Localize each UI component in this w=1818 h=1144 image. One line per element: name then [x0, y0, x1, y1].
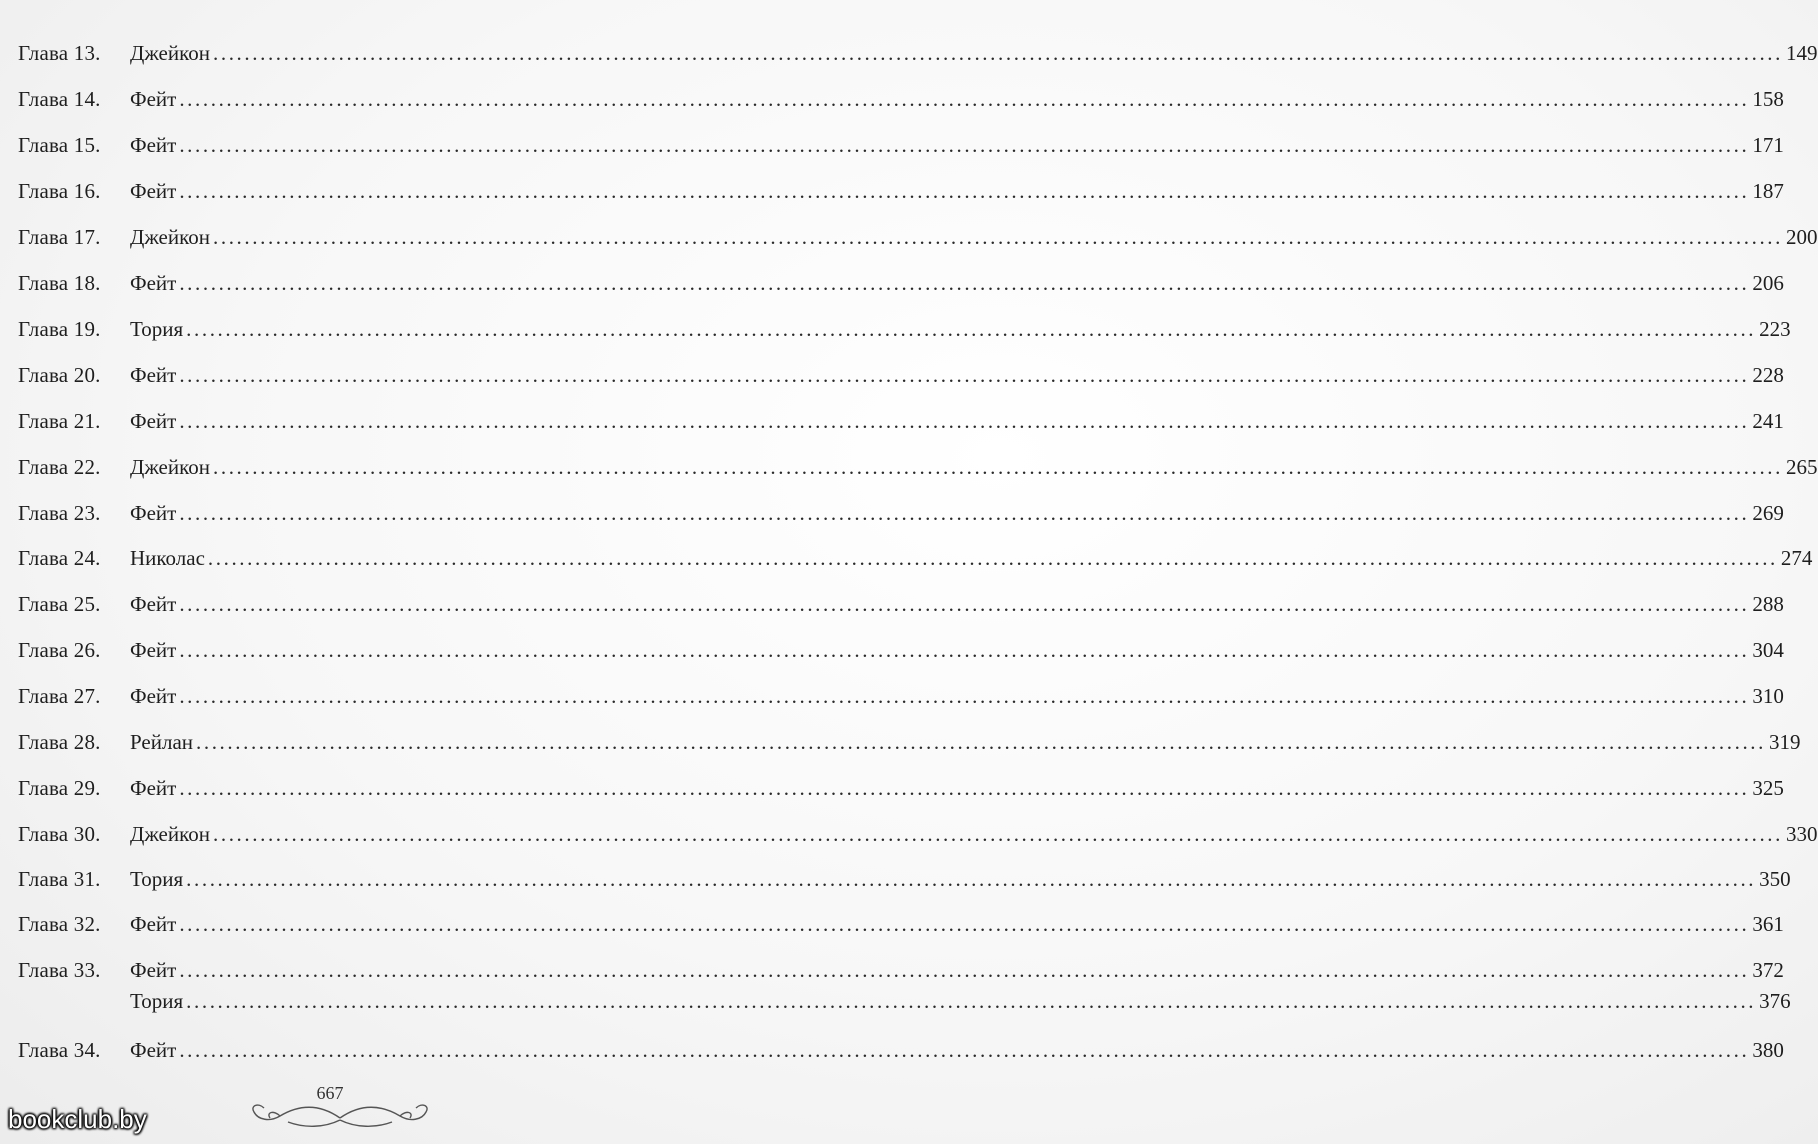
chapter-label: Глава 32.	[18, 912, 101, 936]
chapter-page-number: 265	[1786, 455, 1818, 479]
chapter-title: Фейт	[130, 501, 177, 525]
chapter-title: Фейт	[130, 409, 177, 433]
chapter-page-number: 325	[1752, 776, 1784, 800]
toc-entry	[18, 989, 1791, 1019]
chapter-page-number: 187	[1752, 179, 1784, 203]
toc-entry	[18, 592, 1784, 622]
dot-leader: ........................................................................................................................................................................................................	[186, 317, 1757, 341]
chapter-page-number: 319	[1769, 730, 1801, 754]
chapter-label: Глава 22.	[18, 455, 101, 479]
chapter-title: Фейт	[130, 684, 177, 708]
dot-leader: ........................................................................................................................................................................................................	[213, 455, 1783, 479]
toc-entry	[18, 317, 1791, 347]
chapter-page-number: 171	[1752, 133, 1784, 157]
chapter-label: Глава 15.	[18, 133, 101, 157]
chapter-page-number: 372	[1752, 958, 1784, 982]
chapter-title: Фейт	[130, 958, 177, 982]
dot-leader: ........................................................................................................................................................................................................	[179, 409, 1750, 433]
chapter-page-number: 288	[1752, 592, 1784, 616]
chapter-label: Глава 23.	[18, 501, 101, 525]
toc-entry	[18, 684, 1784, 714]
chapter-title: Джейкон	[130, 455, 210, 479]
chapter-title: Фейт	[130, 776, 177, 800]
watermark-text: bookclub.by	[8, 1104, 147, 1134]
chapter-page-number: 330	[1786, 822, 1818, 846]
chapter-title: Тория	[130, 989, 184, 1013]
chapter-label: Глава 19.	[18, 317, 101, 341]
chapter-title: Фейт	[130, 1038, 177, 1062]
chapter-label: Глава 33.	[18, 958, 101, 982]
toc-entry	[18, 363, 1784, 393]
toc-entry	[18, 271, 1784, 301]
toc-entry	[18, 1038, 1784, 1068]
chapter-title: Фейт	[130, 592, 177, 616]
toc-entry	[18, 225, 1818, 255]
chapter-label: Глава 34.	[18, 1038, 101, 1062]
chapter-label: Глава 20.	[18, 363, 101, 387]
chapter-title: Рейлан	[130, 730, 193, 754]
toc-entry	[18, 958, 1784, 988]
chapter-title: Фейт	[130, 133, 177, 157]
chapter-page-number: 149	[1786, 41, 1818, 65]
toc-entry	[18, 546, 1813, 576]
dot-leader: ........................................................................................................................................................................................................	[179, 501, 1750, 525]
toc-entry	[18, 867, 1791, 897]
chapter-page-number: 206	[1752, 271, 1784, 295]
toc-entry	[18, 133, 1784, 163]
chapter-label: Глава 13.	[18, 41, 101, 65]
dot-leader: ........................................................................................................................................................................................................	[179, 179, 1750, 203]
chapter-title: Джейкон	[130, 41, 210, 65]
chapter-label: Глава 24.	[18, 546, 101, 570]
chapter-label: Глава 16.	[18, 179, 101, 203]
toc-entry	[18, 730, 1801, 760]
dot-leader: ........................................................................................................................................................................................................	[179, 912, 1750, 936]
toc-entry	[18, 822, 1818, 852]
chapter-page-number: 223	[1759, 317, 1791, 341]
toc-entry	[18, 455, 1818, 485]
chapter-label: Глава 25.	[18, 592, 101, 616]
chapter-label: Глава 27.	[18, 684, 101, 708]
chapter-page-number: 274	[1780, 546, 1813, 570]
chapter-page-number: 350	[1759, 867, 1791, 891]
toc-entry	[18, 41, 1818, 71]
toc-entry	[18, 179, 1784, 209]
chapter-title: Николас	[130, 546, 205, 570]
dot-leader: ........................................................................................................................................................................................................	[179, 958, 1750, 982]
dot-leader: ........................................................................................................................................................................................................	[207, 546, 1778, 570]
chapter-page-number: 361	[1752, 912, 1784, 936]
toc-entry	[18, 638, 1784, 668]
dot-leader: ........................................................................................................................................................................................................	[179, 638, 1750, 662]
page-number: 667	[316, 1083, 344, 1103]
toc-entry	[18, 776, 1784, 806]
chapter-page-number: 310	[1752, 684, 1784, 708]
dot-leader: ........................................................................................................................................................................................................	[186, 867, 1757, 891]
toc-entry	[18, 501, 1784, 531]
chapter-title: Фейт	[130, 363, 177, 387]
chapter-title: Джейкон	[130, 822, 210, 846]
chapter-page-number: 158	[1752, 87, 1784, 111]
chapter-page-number: 228	[1752, 363, 1784, 387]
dot-leader: ........................................................................................................................................................................................................	[213, 225, 1783, 249]
dot-leader: ........................................................................................................................................................................................................	[179, 1038, 1750, 1062]
chapter-title: Джейкон	[130, 225, 210, 249]
dot-leader: ........................................................................................................................................................................................................	[179, 133, 1750, 157]
page-footer	[0, 1080, 700, 1144]
chapter-page-number: 269	[1752, 501, 1784, 525]
chapter-page-number: 304	[1752, 638, 1784, 662]
chapter-title: Тория	[130, 317, 184, 341]
chapter-label: Глава 31.	[18, 867, 101, 891]
dot-leader: ........................................................................................................................................................................................................	[179, 592, 1750, 616]
chapter-label: Глава 17.	[18, 225, 101, 249]
chapter-page-number: 200	[1786, 225, 1818, 249]
chapter-label: Глава 14.	[18, 87, 101, 111]
chapter-title: Фейт	[130, 912, 177, 936]
chapter-page-number: 380	[1752, 1038, 1784, 1062]
dot-leader: ........................................................................................................................................................................................................	[213, 822, 1783, 846]
dot-leader: ........................................................................................................................................................................................................	[179, 776, 1750, 800]
chapter-label: Глава 21.	[18, 409, 101, 433]
dot-leader: ........................................................................................................................................................................................................	[186, 989, 1757, 1013]
dot-leader: ........................................................................................................................................................................................................	[179, 363, 1750, 387]
chapter-title: Фейт	[130, 179, 177, 203]
dot-leader: ........................................................................................................................................................................................................	[196, 730, 1766, 754]
dot-leader: ........................................................................................................................................................................................................	[179, 87, 1750, 111]
chapter-title: Фейт	[130, 638, 177, 662]
chapter-label: Глава 30.	[18, 822, 101, 846]
chapter-label: Глава 26.	[18, 638, 101, 662]
chapter-page-number: 241	[1752, 409, 1784, 433]
chapter-page-number: 376	[1759, 989, 1791, 1013]
toc-entry	[18, 87, 1784, 117]
chapter-label: Глава 18.	[18, 271, 101, 295]
chapter-title: Фейт	[130, 87, 177, 111]
toc-entry	[18, 409, 1784, 439]
dot-leader: ........................................................................................................................................................................................................	[213, 41, 1783, 65]
flourish-ornament	[240, 1096, 440, 1136]
dot-leader: ........................................................................................................................................................................................................	[179, 684, 1750, 708]
dot-leader: ........................................................................................................................................................................................................	[179, 271, 1750, 295]
chapter-label: Глава 29.	[18, 776, 101, 800]
toc-entry	[18, 912, 1784, 942]
chapter-title: Тория	[130, 867, 184, 891]
chapter-label: Глава 28.	[18, 730, 101, 754]
chapter-title: Фейт	[130, 271, 177, 295]
